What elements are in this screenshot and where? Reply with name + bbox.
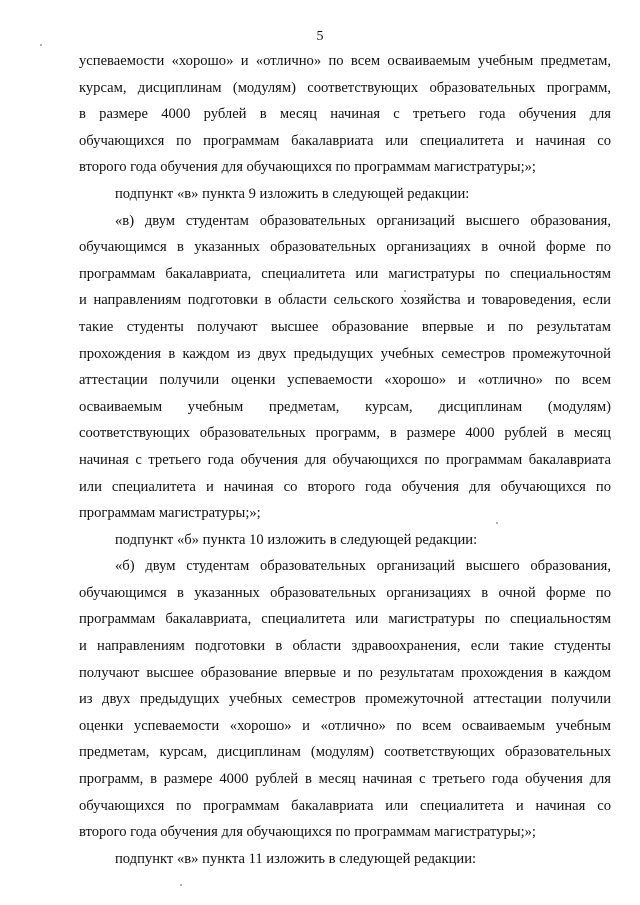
text-line: программ, в размере 4000 рублей в месяц начиная с третьего года обучения для (79, 771, 611, 788)
text-line: программам бакалавриата, специалитета или магистратуры по специальностям (79, 265, 611, 282)
text-line: курсам, дисциплинам (модулям) соответствующих образовательных программ, (79, 79, 611, 96)
text-line: прохождения в каждом из двух предыдущих учебных семестров промежуточной (79, 345, 611, 362)
instruction-line: подпункт «б» пункта 10 изложить в следующей редакции: (115, 531, 478, 548)
text-line: обучающихся по программам бакалавриата или специалитета и начиная со (79, 132, 611, 149)
text-line: осваиваемым учебным предметам, курсам, дисциплинам (модулям) (79, 398, 611, 415)
text-line: обучающимся в указанных образовательных организациях в очной форме по (79, 239, 611, 256)
text-line: в размере 4000 рублей в месяц начиная с третьего года обучения для (79, 106, 611, 123)
page-number: 5 (316, 29, 324, 44)
scan-speck (40, 44, 42, 46)
text-line: и направлениям подготовки в области здравоохранения, если такие студенты (79, 638, 611, 655)
text-line: программам бакалавриата, специалитета или магистратуры по специальностям (79, 611, 611, 628)
text-line: аттестации получили оценки успеваемости «хорошо» и «отлично» по всем (79, 372, 611, 389)
body-text (79, 48, 611, 872)
text-line: «б) двум студентам образовательных организаций высшего образования, (115, 558, 611, 575)
text-line: и направлениям подготовки в области сельского хозяйства и товароведения, если (79, 292, 611, 309)
text-line: из двух предыдущих учебных семестров промежуточной аттестации получили (79, 691, 611, 708)
text-line: предметам, курсам, дисциплинам (модулям) соответствующих образовательных (79, 744, 611, 761)
text-line: второго года обучения для обучающихся по программам магистратуры;»; (79, 824, 536, 841)
text-line: успеваемости «хорошо» и «отлично» по всем осваиваемым учебным предметам, (79, 53, 611, 69)
text-line: или специалитета и начиная со второго года обучения для обучающихся по (79, 478, 611, 495)
text-line: начиная с третьего года обучения для обучающихся по программам бакалавриата (79, 451, 611, 468)
text-line: оценки успеваемости «хорошо» и «отлично» по всем осваиваемым учебным (79, 717, 611, 734)
text-line: соответствующих образовательных программ, в размере 4000 рублей в месяц (79, 425, 611, 442)
text-line: «в) двум студентам образовательных организаций высшего образования, (115, 212, 611, 229)
text-line: обучающихся по программам бакалавриата или специалитета и начиная со (79, 797, 611, 814)
text-line: получают высшее образование впервые и по результатам прохождения в каждом (79, 664, 611, 681)
text-line: второго года обучения для обучающихся по программам магистратуры;»; (79, 159, 536, 176)
scan-speck (180, 884, 182, 886)
instruction-line: подпункт «в» пункта 9 изложить в следующей редакции: (115, 185, 470, 202)
text-line: обучающимся в указанных образовательных организациях в очной форме по (79, 584, 611, 601)
text-line: такие студенты получают высшее образование впервые и по результатам (79, 318, 611, 335)
scan-speck (496, 522, 498, 524)
scan-speck (404, 290, 406, 292)
instruction-line: подпункт «в» пункта 11 изложить в следующей редакции: (115, 850, 477, 867)
text-line: программам магистратуры;»; (79, 505, 261, 522)
